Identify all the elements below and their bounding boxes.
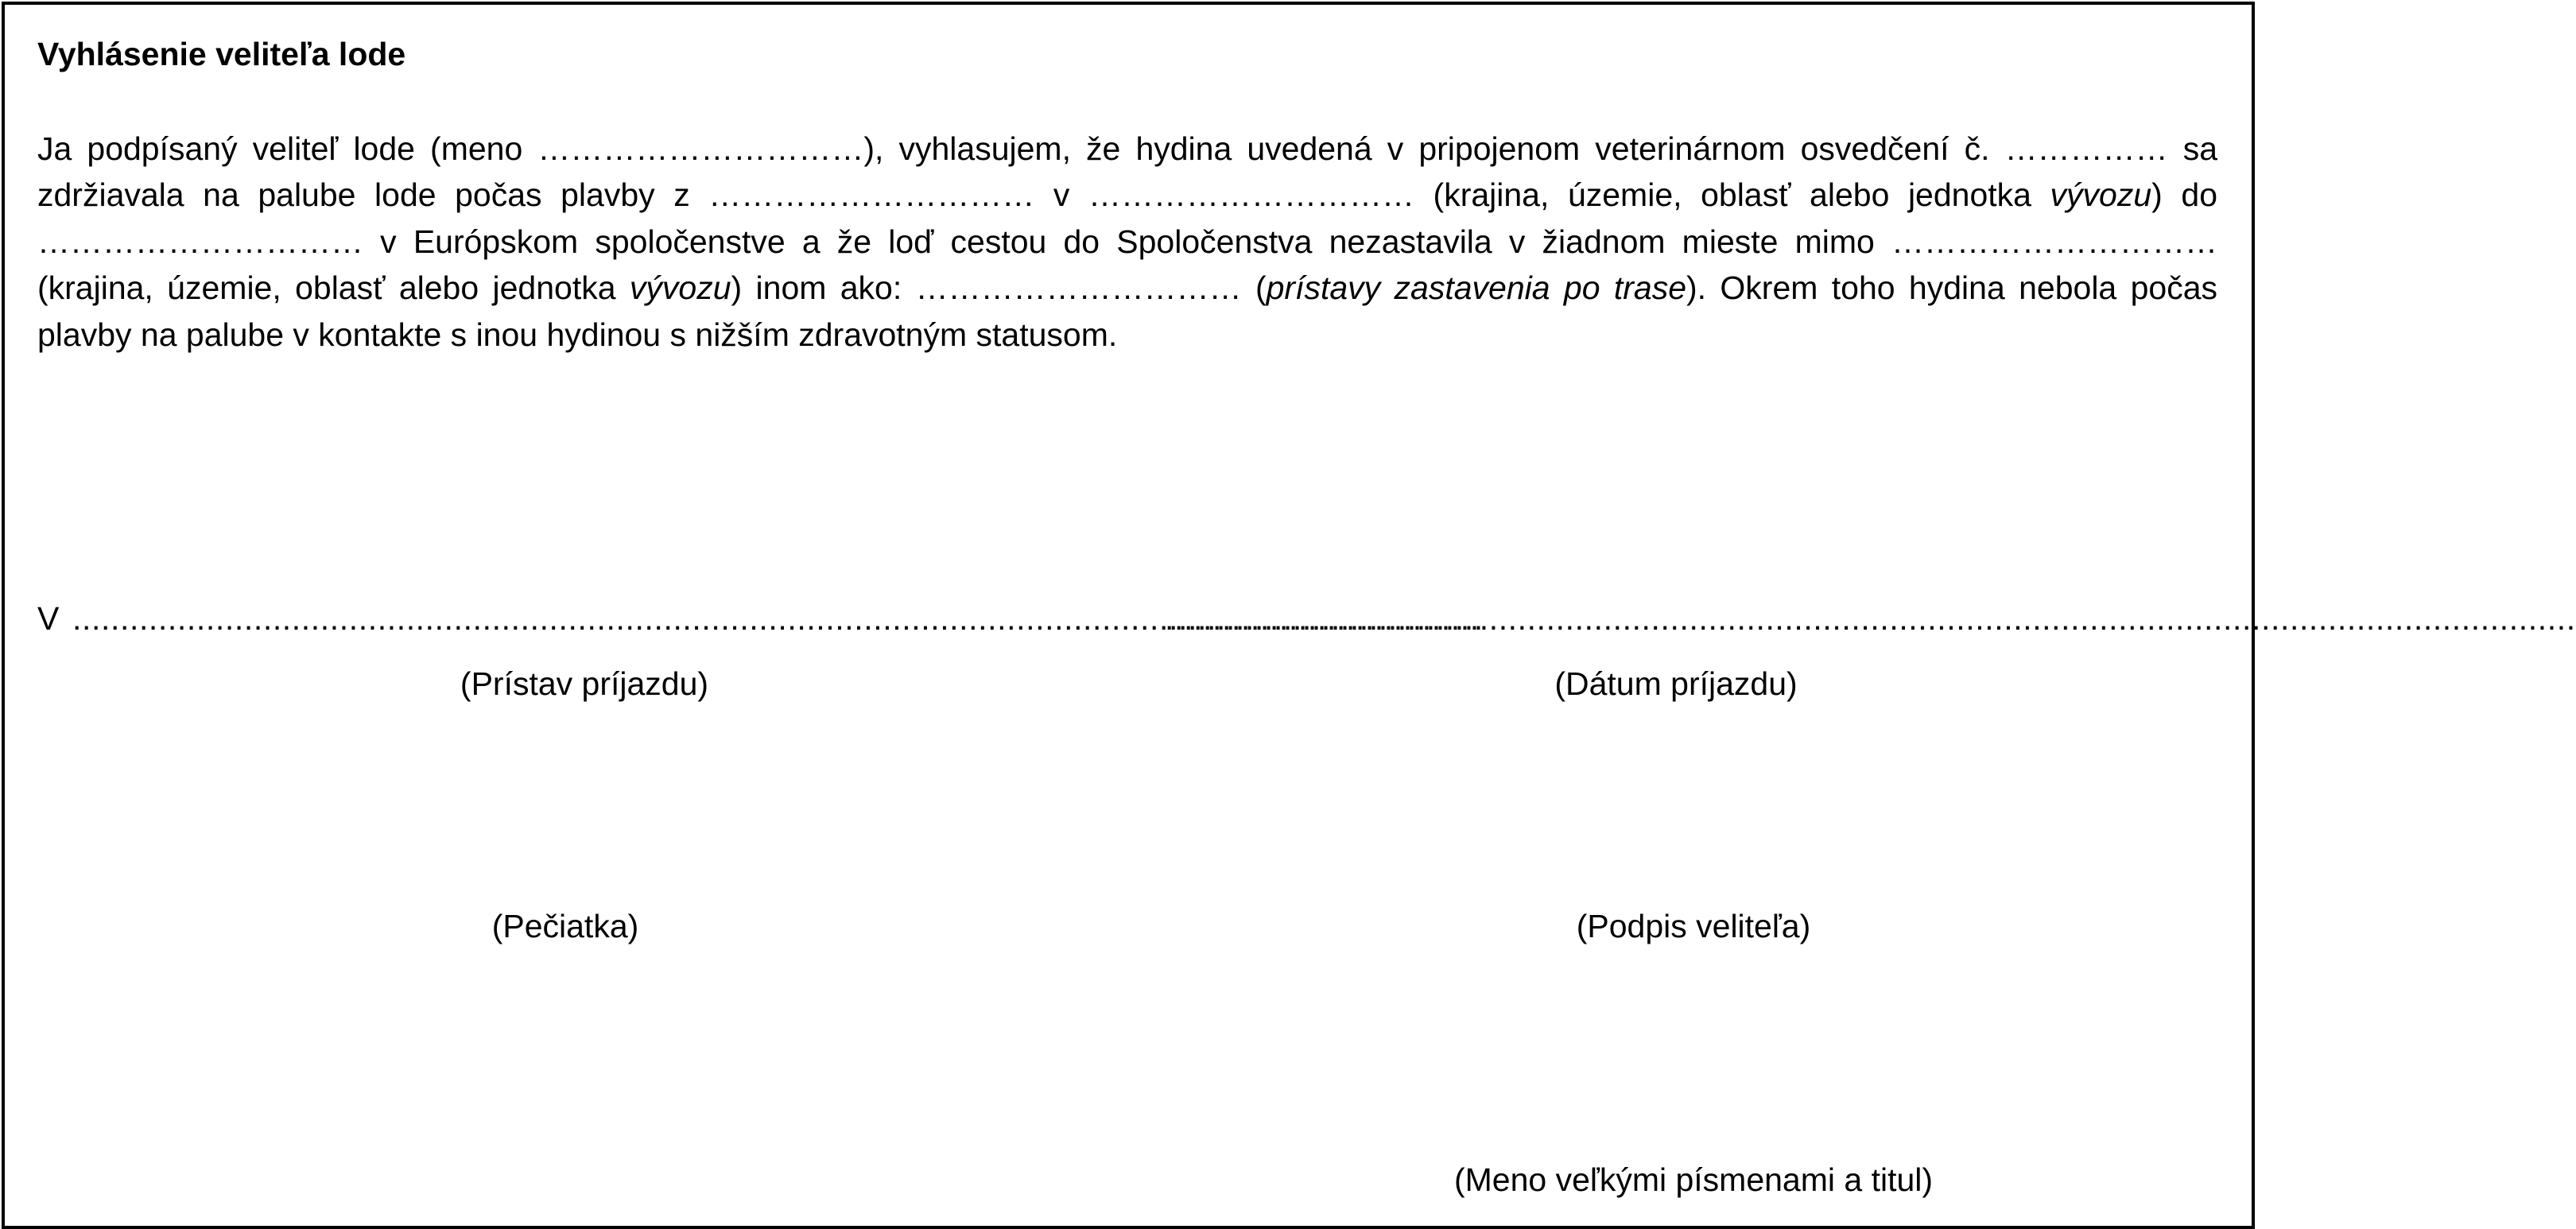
declaration-text	[37, 126, 2217, 358]
declaration-text-segment: ) inom ako:	[731, 269, 916, 307]
date-of-arrival-field[interactable]: ....................................................................................................................................................	[1165, 600, 2576, 637]
page-title: Vyhlásenie veliteľa lode	[37, 36, 406, 72]
italic-term: vývozu	[2050, 176, 2152, 214]
italic-term: vývozu	[629, 269, 731, 307]
export-country-blank: …………………………	[1088, 176, 1414, 214]
signature-caption: (Podpis veliteľa)	[1576, 908, 1811, 944]
voyage-origin-blank: …………………………	[708, 176, 1035, 214]
arrival-place-prefix: V	[37, 600, 60, 637]
stop-location-blank: …………………………	[1891, 223, 2217, 260]
port-of-arrival-caption: (Prístav príjazdu)	[460, 665, 709, 702]
stamp-caption: (Pečiatka)	[491, 908, 639, 944]
ports-of-call-blank: …………………………	[915, 269, 1242, 307]
declaration-text-segment: v	[1034, 176, 1088, 214]
port-of-arrival-field[interactable]: ....................................................................................................................................................	[72, 600, 1484, 637]
ship-master-name-blank: …………………………	[537, 130, 864, 167]
name-and-title-caption: (Meno veľkými písmenami a titul)	[1453, 1161, 1934, 1198]
certificate-number-blank: ……………	[2004, 130, 2168, 167]
declaration-text-segment: sa zdržiavala na palube lode počas plavby z	[37, 130, 2218, 214]
declaration-text-segment: Ja podpísaný veliteľ lode (meno	[37, 130, 538, 167]
declaration-text-segment: v Európskom spoločenstve a že loď cestou do Spoločenstva nezastavila v žiadnom mieste mimo	[363, 223, 1891, 260]
arrival-row	[37, 595, 2576, 642]
declaration-text-segment: ), vyhlasujem, že hydina uvedená v pripojenom veterinárnom osvedčení č.	[863, 130, 2005, 167]
date-of-arrival-caption: (Dátum príjazdu)	[1554, 665, 1798, 702]
declaration-text-segment: (krajina, územie, oblasť alebo jednotka	[1414, 176, 2050, 214]
declaration-text-segment: (krajina, územie, oblasť alebo jednotka	[37, 269, 630, 307]
declaration-text-segment: (	[1241, 269, 1267, 307]
italic-term: prístavy zastavenia po trase	[1266, 269, 1687, 307]
destination-blank: …………………………	[37, 223, 363, 260]
declaration-text-segment: ) do	[2151, 176, 2217, 214]
declaration-text-segment: ). Okrem toho hydina nebola počas plavby na palube v kontakte s inou hydinou s nižším zdravotným statusom.	[37, 269, 2217, 353]
